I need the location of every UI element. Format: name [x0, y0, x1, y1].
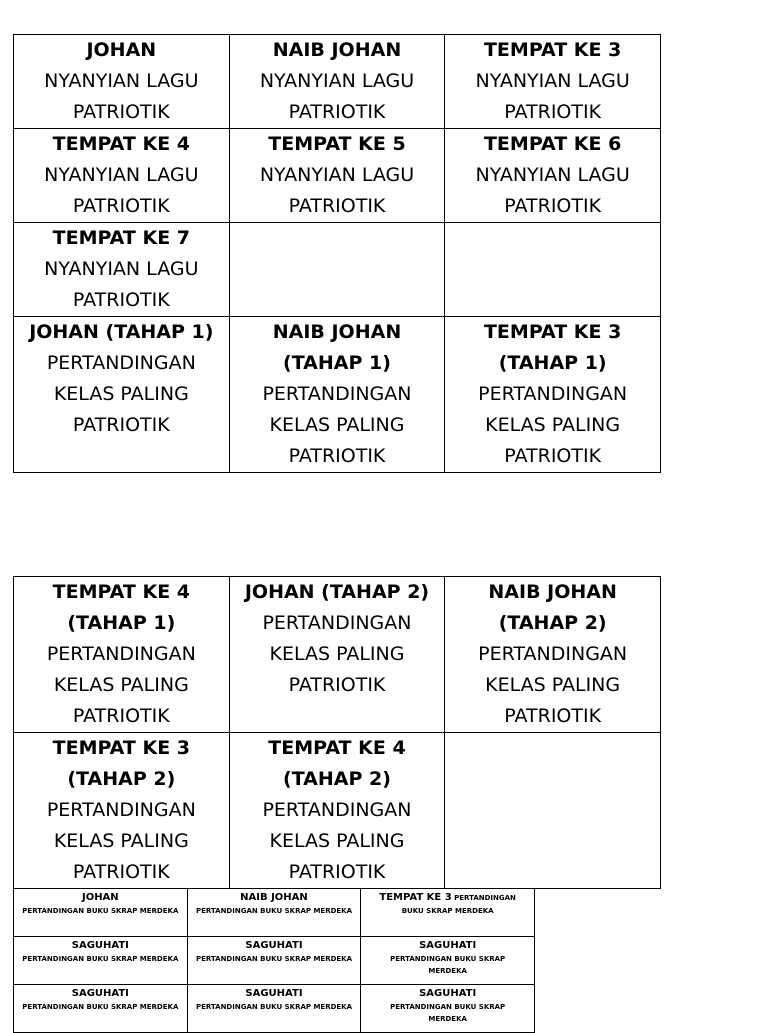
- cell-title: JOHAN (TAHAP 1): [29, 321, 214, 343]
- cell-title: SAGUHATI: [245, 940, 303, 951]
- cell-title: TEMPAT KE 7: [52, 227, 191, 249]
- label-cell: [229, 317, 445, 473]
- cell-subtitle: PERTANDINGAN KELAS PALING PATRIOTIK: [262, 799, 412, 883]
- table-row: [14, 937, 535, 985]
- cell-subtitle: BUKU SKRAP MERDEKA: [401, 907, 494, 915]
- label-cell: [14, 223, 230, 317]
- cell-subtitle: PERTANDINGAN BUKU SKRAP MERDEKA: [390, 1003, 506, 1023]
- cell-subtitle: PERTANDINGAN BUKU SKRAP MERDEKA: [22, 1003, 179, 1011]
- cell-title: TEMPAT KE 3: [379, 892, 452, 903]
- label-cell: [361, 985, 535, 1033]
- table-row: [14, 129, 661, 223]
- cell-title: TEMPAT KE 4 (TAHAP 1): [52, 581, 191, 634]
- label-cell: [14, 937, 188, 985]
- cell-title: NAIB JOHAN: [240, 892, 308, 903]
- cell-title: TEMPAT KE 4: [52, 133, 191, 155]
- cell-title: TEMPAT KE 5: [268, 133, 406, 155]
- cell-subtitle: PERTANDINGAN BUKU SKRAP MERDEKA: [195, 1003, 353, 1011]
- cell-title: SAGUHATI: [419, 940, 477, 951]
- label-cell: [14, 129, 230, 223]
- cell-title: JOHAN (TAHAP 2): [244, 581, 430, 603]
- label-cell: [445, 577, 661, 733]
- label-cell: [361, 889, 535, 937]
- cell-subtitle: PERTANDINGAN BUKU SKRAP MERDEKA: [195, 907, 353, 915]
- empty-cell: [445, 223, 661, 317]
- table-row: [14, 223, 661, 317]
- cell-subtitle: PERTANDINGAN KELAS PALING PATRIOTIK: [46, 799, 196, 883]
- certificate-label-table-1: [13, 34, 661, 473]
- cell-title: NAIB JOHAN (TAHAP 1): [272, 321, 402, 374]
- label-cell: [187, 889, 361, 937]
- cell-subtitle: PERTANDINGAN KELAS PALING PATRIOTIK: [46, 643, 196, 727]
- cell-subtitle: NYANYIAN LAGU PATRIOTIK: [259, 70, 415, 123]
- cell-subtitle: NYANYIAN LAGU PATRIOTIK: [259, 164, 415, 217]
- label-cell: [229, 35, 445, 129]
- cell-subtitle: NYANYIAN LAGU PATRIOTIK: [44, 70, 199, 123]
- label-cell: [14, 317, 230, 473]
- table-row: [14, 889, 535, 937]
- table-row: [14, 35, 661, 129]
- cell-title: NAIB JOHAN (TAHAP 2): [488, 581, 617, 634]
- cell-subtitle: PERTANDINGAN KELAS PALING PATRIOTIK: [262, 383, 412, 467]
- cell-subtitle: PERTANDINGAN KELAS PALING PATRIOTIK: [478, 383, 628, 467]
- label-cell: [14, 889, 188, 937]
- cell-title: SAGUHATI: [71, 988, 129, 999]
- cell-subtitle: PERTANDINGAN BUKU SKRAP MERDEKA: [195, 955, 353, 963]
- cell-title: TEMPAT KE 3 (TAHAP 2): [52, 737, 191, 790]
- empty-cell: [445, 733, 661, 889]
- cell-subtitle: PERTANDINGAN KELAS PALING PATRIOTIK: [262, 612, 412, 696]
- label-cell: [14, 35, 230, 129]
- label-cell: [14, 577, 230, 733]
- cell-subtitle: NYANYIAN LAGU PATRIOTIK: [475, 164, 630, 217]
- label-cell: [14, 733, 230, 889]
- cell-title: SAGUHATI: [245, 988, 303, 999]
- cell-title: SAGUHATI: [71, 940, 129, 951]
- cell-title: TEMPAT KE 4 (TAHAP 2): [268, 737, 406, 790]
- certificate-label-table-2: [13, 576, 661, 889]
- label-cell: [229, 733, 445, 889]
- cell-subtitle: PERTANDINGAN BUKU SKRAP MERDEKA: [390, 955, 506, 975]
- certificate-label-table-3: [13, 888, 535, 1033]
- cell-subtitle: NYANYIAN LAGU PATRIOTIK: [475, 70, 630, 123]
- cell-subtitle: PERTANDINGAN BUKU SKRAP MERDEKA: [22, 907, 179, 915]
- cell-title: SAGUHATI: [419, 988, 477, 999]
- cell-subtitle: NYANYIAN LAGU PATRIOTIK: [44, 164, 199, 217]
- cell-subtitle: PERTANDINGAN BUKU SKRAP MERDEKA: [22, 955, 179, 963]
- table-row: [14, 985, 535, 1033]
- cell-subtitle: NYANYIAN LAGU PATRIOTIK: [44, 258, 199, 311]
- table-row: [14, 317, 661, 473]
- cell-subtitle: PERTANDINGAN KELAS PALING PATRIOTIK: [46, 352, 196, 436]
- empty-cell: [229, 223, 445, 317]
- label-cell: [229, 577, 445, 733]
- table-row: [14, 733, 661, 889]
- cell-title: NAIB JOHAN: [272, 39, 402, 61]
- label-cell: [445, 317, 661, 473]
- cell-title-inline: PERTANDINGAN: [451, 894, 516, 902]
- cell-title: TEMPAT KE 3: [483, 39, 622, 61]
- table-row: [14, 577, 661, 733]
- label-cell: [445, 35, 661, 129]
- cell-title: JOHAN: [81, 892, 119, 903]
- label-cell: [445, 129, 661, 223]
- label-cell: [361, 937, 535, 985]
- cell-subtitle: PERTANDINGAN KELAS PALING PATRIOTIK: [478, 643, 628, 727]
- cell-title: TEMPAT KE 6: [483, 133, 622, 155]
- label-cell: [14, 985, 188, 1033]
- cell-title: JOHAN: [86, 39, 157, 61]
- label-cell: [229, 129, 445, 223]
- label-cell: [187, 937, 361, 985]
- cell-title: TEMPAT KE 3 (TAHAP 1): [483, 321, 622, 374]
- label-cell: [187, 985, 361, 1033]
